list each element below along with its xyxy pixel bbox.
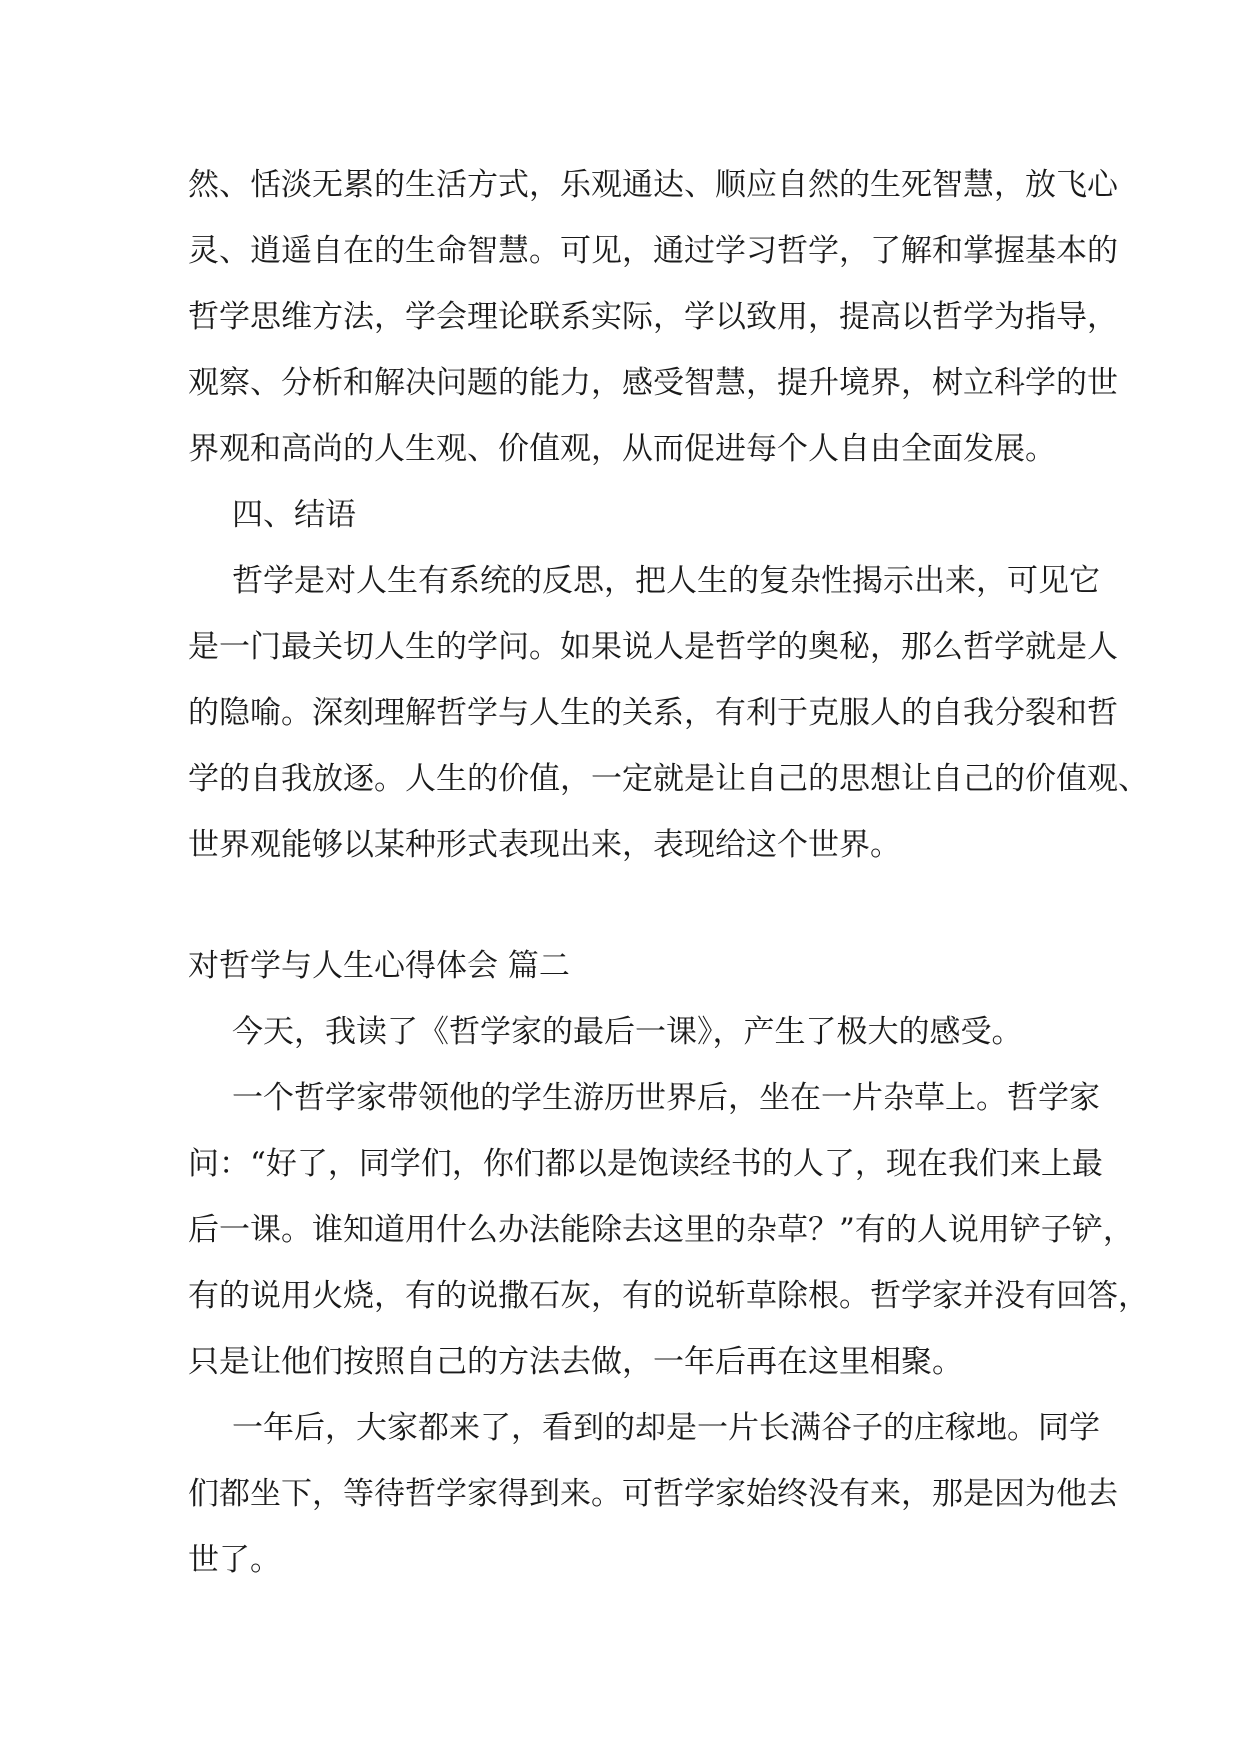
paragraph-line: 们都坐下，等待哲学家得到来。可哲学家始终没有来，那是因为他去 [188, 1476, 1118, 1512]
section-heading: 四、结语 [232, 497, 356, 533]
paragraph-line: 世界观能够以某种形式表现出来，表现给这个世界。 [188, 827, 901, 863]
paragraph-line: 今天，我读了《哲学家的最后一课》，产生了极大的感受。 [232, 1014, 1023, 1050]
paragraph-line: 后一课。谁知道用什么办法能除去这里的杂草？”有的人说用铲子铲， [188, 1212, 1134, 1248]
paragraph-line: 一年后，大家都来了，看到的却是一片长满谷子的庄稼地。同学 [232, 1410, 1100, 1446]
paragraph-line: 哲学思维方法，学会理论联系实际，学以致用，提高以哲学为指导， [188, 299, 1118, 335]
paragraph-line: 世了。 [188, 1542, 281, 1578]
paragraph-line: 观察、分析和解决问题的能力，感受智慧，提升境界，树立科学的世 [188, 365, 1118, 401]
paragraph-line: 学的自我放逐。人生的价值，一定就是让自己的思想让自己的价值观、 [188, 761, 1149, 797]
paragraph-line: 只是让他们按照自己的方法去做，一年后再在这里相聚。 [188, 1344, 963, 1380]
paragraph-line: 哲学是对人生有系统的反思，把人生的复杂性揭示出来，可见它 [232, 563, 1100, 599]
paragraph-line: 是一门最关切人生的学问。如果说人是哲学的奥秘，那么哲学就是人 [188, 629, 1118, 665]
paragraph-line: 界观和高尚的人生观、价值观，从而促进每个人自由全面发展。 [188, 431, 1056, 467]
paragraph-line: 有的说用火烧，有的说撒石灰，有的说斩草除根。哲学家并没有回答， [188, 1278, 1149, 1314]
paragraph-line: 一个哲学家带领他的学生游历世界后，坐在一片杂草上。哲学家 [232, 1080, 1100, 1116]
paragraph-line: 然、恬淡无累的生活方式，乐观通达、顺应自然的生死智慧，放飞心 [188, 167, 1118, 203]
paragraph-line: 灵、逍遥自在的生命智慧。可见，通过学习哲学，了解和掌握基本的 [188, 233, 1118, 269]
article-title: 对哲学与人生心得体会 篇二 [188, 948, 570, 984]
paragraph-line: 的隐喻。深刻理解哲学与人生的关系，有利于克服人的自我分裂和哲 [188, 695, 1118, 731]
paragraph-line: 问：“好了，同学们，你们都以是饱读经书的人了，现在我们来上最 [188, 1146, 1103, 1182]
